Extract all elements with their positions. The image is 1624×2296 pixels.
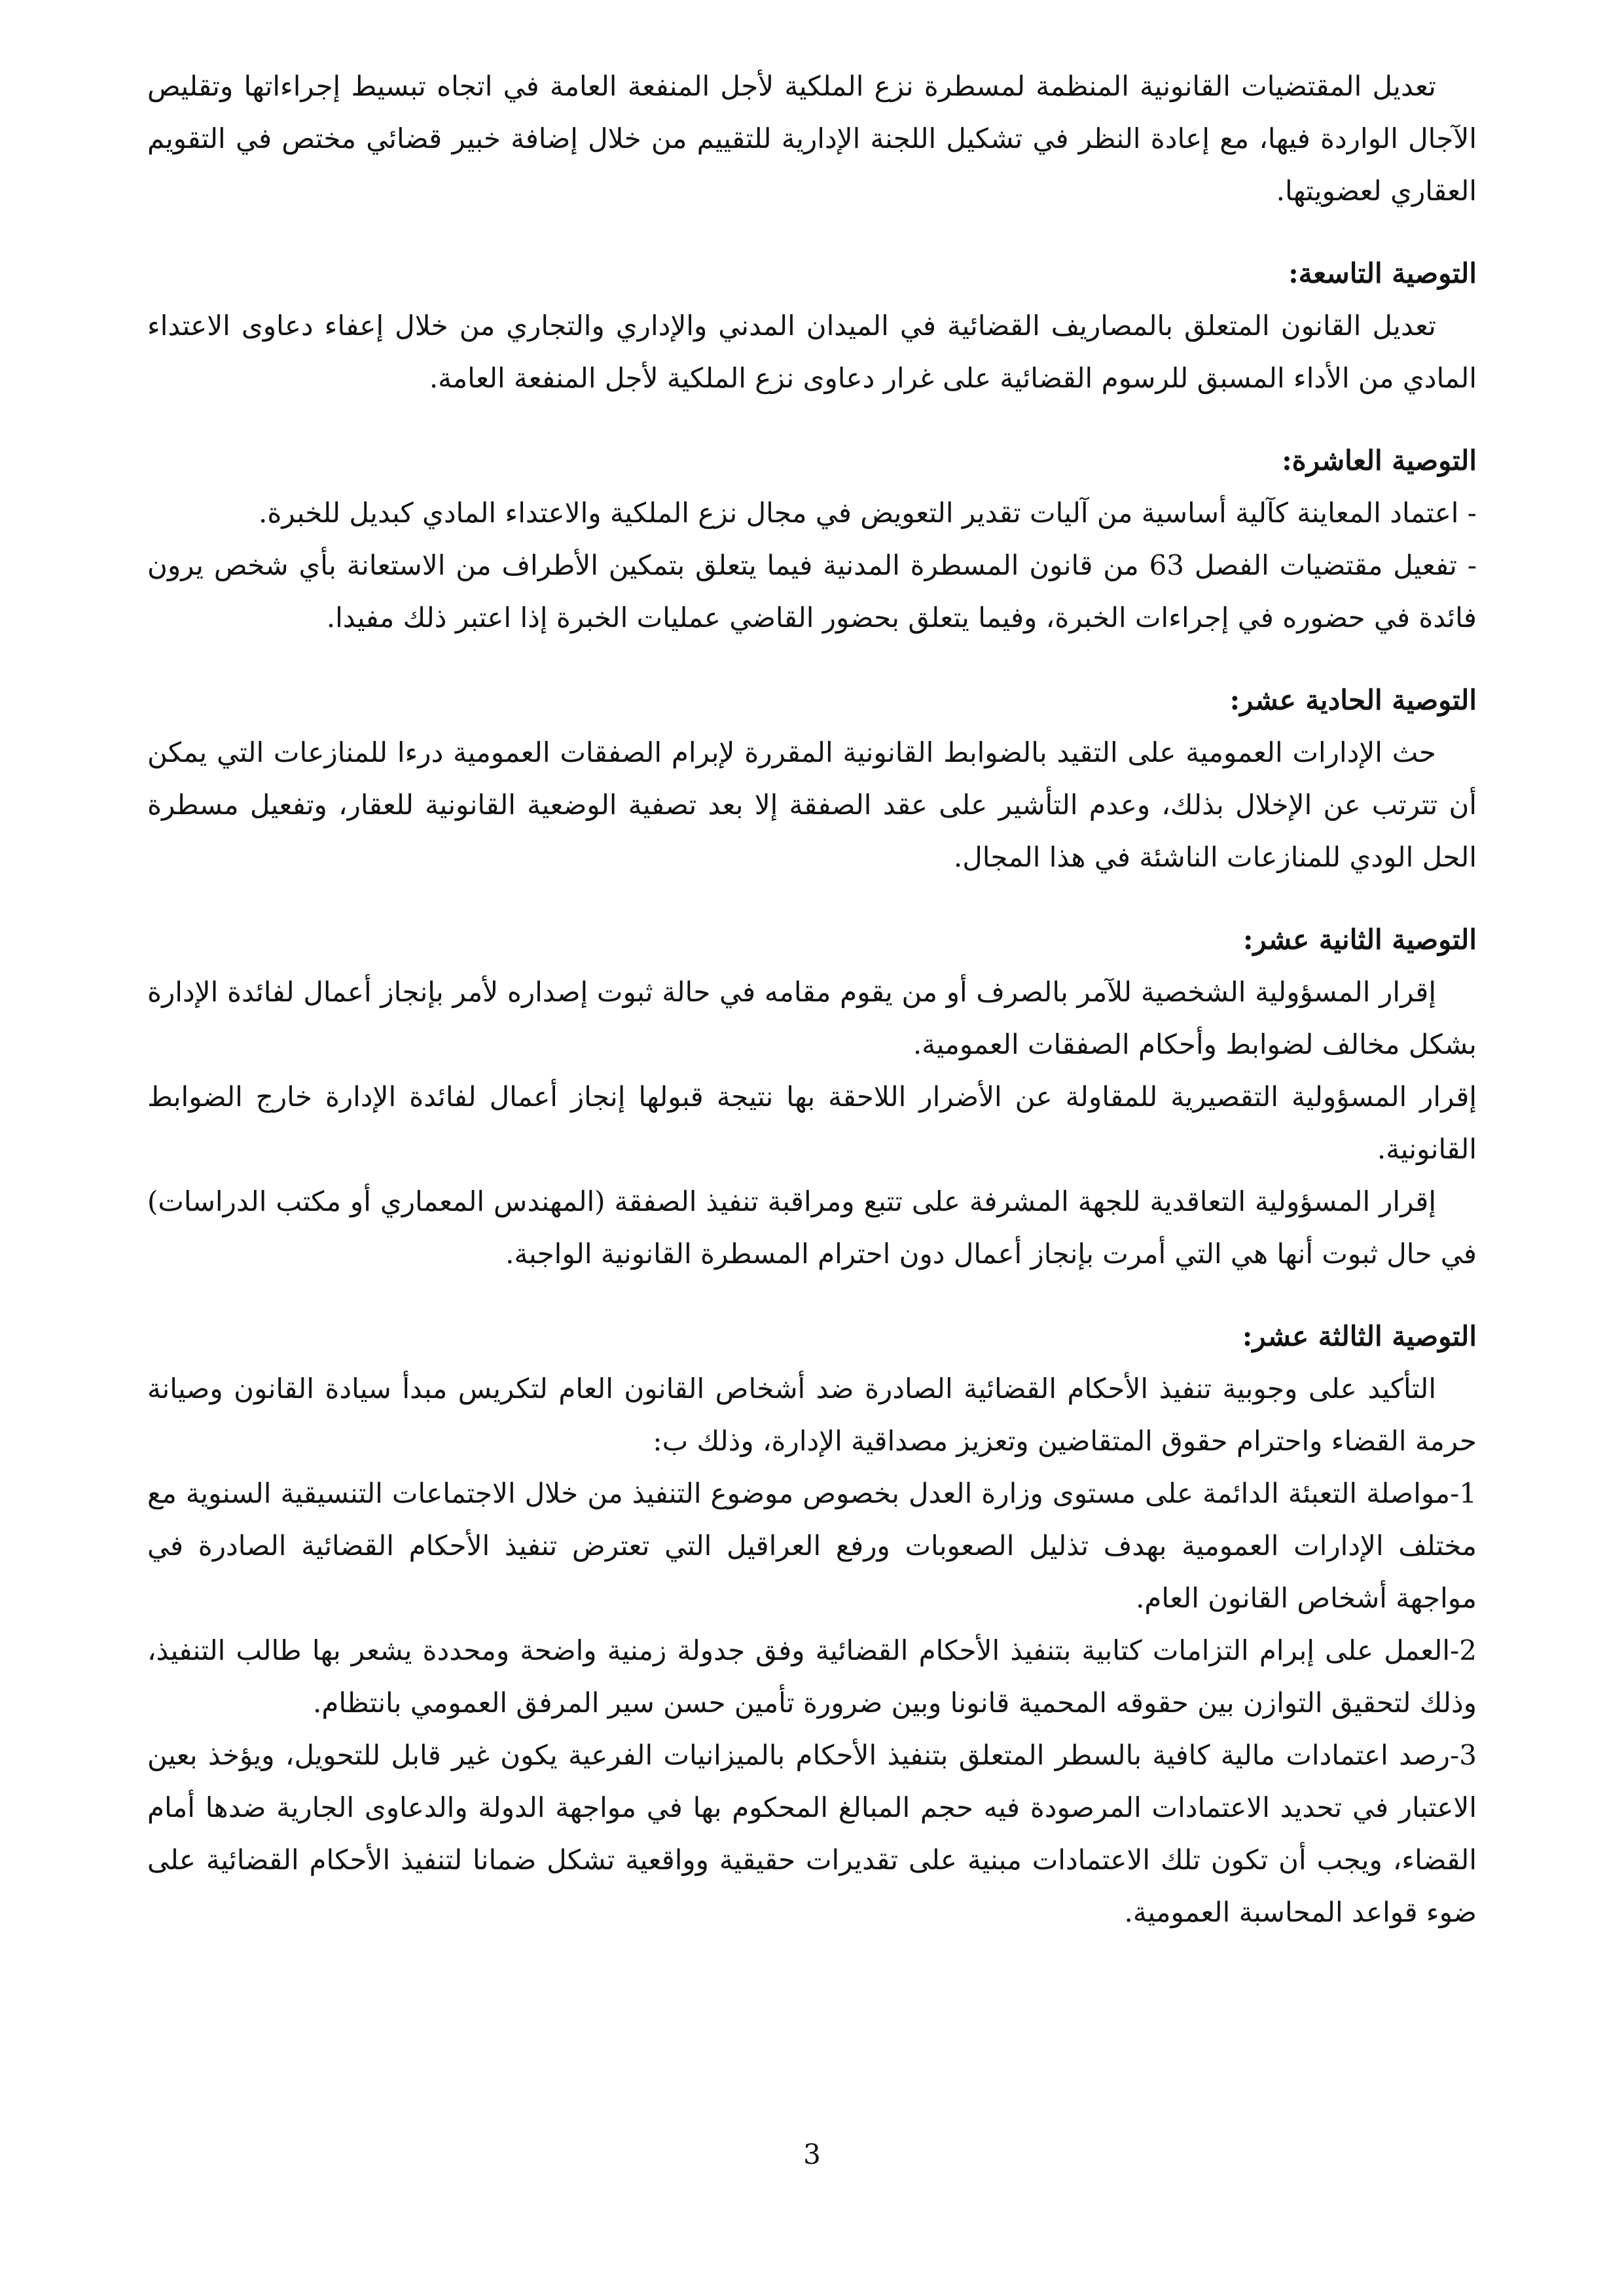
- recommendation-10-heading: التوصية العاشرة:: [1282, 444, 1477, 476]
- recommendation-12-paragraph-2: إقرار المسؤولية التقصيرية للمقاولة عن الأضرار اللاحقة بها نتيجة قبولها إنجاز أعمال لفائدة الإدارة خارج الضوابط القانونية.: [147, 1081, 1477, 1165]
- intro-paragraph: تعديل المقتضيات القانونية المنظمة لمسطرة نزع الملكية لأجل المنفعة العامة في اتجاه تبسيط إجراءاتها وتقليص الآجال الواردة فيها، مع إعادة النظر في تشكيل اللجنة الإدارية للتقييم من خلال إضافة خبير قضائي مختص في التقويم العقاري لعضويتها.: [147, 70, 1477, 207]
- recommendation-11-paragraph: حث الإدارات العمومية على التقيد بالضوابط القانونية المقررة لإبرام الصفقات العمومية درءا للمنازعات التي يمكن أن تترتب عن الإخلال بذلك، وعدم التأشير على عقد الصفقة إلا بعد تصفية الوضعية القانونية للعقار، وتفعيل مسطرة الحل الودي للمنازعات الناشئة في هذا المجال.: [147, 736, 1477, 873]
- document-body: [147, 60, 1477, 1939]
- recommendation-9-heading: التوصية التاسعة:: [1288, 257, 1477, 289]
- recommendation-13-item-1: 1-مواصلة التعبئة الدائمة على مستوى وزارة العدل بخصوص موضوع التنفيذ من خلال الاجتماعات التنسيقية السنوية مع مختلف الإدارات العمومية بهدف تذليل الصعوبات ورفع العراقيل التي تعترض تنفيذ الأحكام القضائية الصادرة في مواجهة أشخاص القانون العام.: [147, 1477, 1477, 1614]
- recommendation-10-item-1: - اعتماد المعاينة كآلية أساسية من آليات تقدير التعويض في مجال نزع الملكية والاعتداء المادي كبديل للخبرة.: [259, 497, 1477, 529]
- recommendation-13-item-2: 2-العمل على إبرام التزامات كتابية بتنفيذ الأحكام القضائية وفق جدولة زمنية واضحة ومحددة يشعر بها طالب التنفيذ، وذلك لتحقيق التوازن بين حقوقه المحمية قانونا وبين ضرورة تأمين حسن سير المرفق العمومي بانتظام.: [147, 1634, 1477, 1719]
- recommendation-12-paragraph-1: إقرار المسؤولية الشخصية للآمر بالصرف أو من يقوم مقامه في حالة ثبوت إصداره لأمر بإنجاز أعمال لفائدة الإدارة بشكل مخالف لضوابط وأحكام الصفقات العمومية.: [147, 976, 1477, 1060]
- recommendation-10-item-2: - تفعيل مقتضيات الفصل 63 من قانون المسطرة المدنية فيما يتعلق بتمكين الأطراف من الاستعانة بأي شخص يرون فائدة في حضوره في إجراءات الخبرة، وفيما يتعلق بحضور القاضي عمليات الخبرة إذا اعتبر ذلك مفيدا.: [147, 549, 1477, 634]
- recommendation-12-paragraph-3: إقرار المسؤولية التعاقدية للجهة المشرفة على تتبع ومراقبة تنفيذ الصفقة (المهندس المعماري أو مكتب الدراسات) في حال ثبوت أنها هي التي أمرت بإنجاز أعمال دون احترام المسطرة القانونية الواجبة.: [147, 1185, 1477, 1270]
- recommendation-11-heading: التوصية الحادية عشر:: [1229, 684, 1477, 716]
- recommendation-12-heading: التوصية الثانية عشر:: [1243, 924, 1477, 956]
- recommendation-13-item-3: 3-رصد اعتمادات مالية كافية بالسطر المتعلق بتنفيذ الأحكام بالميزانيات الفرعية يكون غير قابل للتحويل، ويؤخذ بعين الاعتبار في تحديد الاعتمادات المرصودة فيه حجم المبالغ المحكوم بها في مواجهة الدولة والدعاوى الجارية ضدها أمام القضاء، ويجب أن تكون تلك الاعتمادات مبنية على تقديرات حقيقية وواقعية تشكل ضمانا لتنفيذ الأحكام القضائية على ضوء قواعد المحاسبة العمومية.: [147, 1739, 1477, 1928]
- recommendation-9-paragraph: تعديل القانون المتعلق بالمصاريف القضائية في الميدان المدني والإداري والتجاري من خلال إعفاء دعاوى الاعتداء المادي من الأداء المسبق للرسوم القضائية على غرار دعاوى نزع الملكية لأجل المنفعة العامة.: [147, 310, 1477, 394]
- page-number: 3: [803, 2138, 821, 2170]
- recommendation-13-heading: التوصية الثالثة عشر:: [1242, 1320, 1477, 1352]
- recommendation-13-paragraph-1: التأكيد على وجوبية تنفيذ الأحكام القضائية الصادرة ضد أشخاص القانون العام لتكريس مبدأ سيادة القانون وصيانة حرمة القضاء واحترام حقوق المتقاضين وتعزيز مصداقية الإدارة، وذلك ب:: [147, 1372, 1477, 1457]
